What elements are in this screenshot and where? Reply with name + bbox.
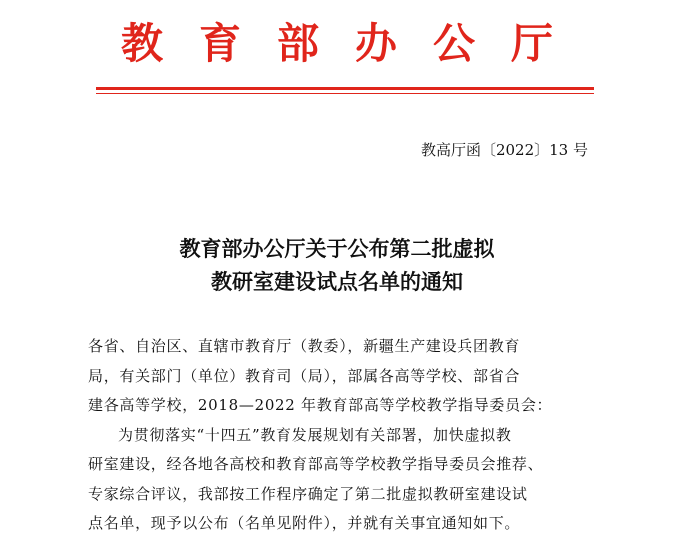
paragraph-1-line-4: 点名单，现予以公布（名单见附件），并就有关事宜通知如下。 <box>88 514 521 532</box>
letterhead-red-rule-thick <box>96 87 594 90</box>
letterhead-issuer: 教育部办公厅 <box>120 19 589 68</box>
document-title-line-1: 教育部办公厅关于公布第二批虚拟 <box>179 236 495 261</box>
addressee-paragraph <box>88 332 608 421</box>
letterhead-red-rule-thin <box>96 93 594 94</box>
body-paragraph-1 <box>88 421 608 539</box>
paragraph-1-line-1: 为贯彻落实“十四五”教育发展规划有关部署，加快虚拟教 <box>118 425 512 444</box>
paragraph-1-line-2: 研室建设，经各地各高校和教育部高等学校教学指导委员会推荐、 <box>88 455 544 473</box>
document-number: 教高厅函〔2022〕13 号 <box>420 141 588 159</box>
document-body <box>88 332 608 539</box>
document-title-line-2: 教研室建设试点名单的通知 <box>211 269 463 294</box>
paragraph-1-line-3: 专家综合评议，我部按工作程序确定了第二批虚拟教研室建设试 <box>88 484 528 503</box>
document-title <box>0 232 674 298</box>
addressee-line-3: 建各高等学校，2018—2022 年教育部高等学校教学指导委员会： <box>88 396 553 414</box>
addressee-line-2: 局，有关部门（单位）教育司（局），部属各高等学校、部省合 <box>88 366 521 385</box>
addressee-line-1: 各省、自治区、直辖市教育厅（教委），新疆生产建设兵团教育 <box>88 337 521 355</box>
